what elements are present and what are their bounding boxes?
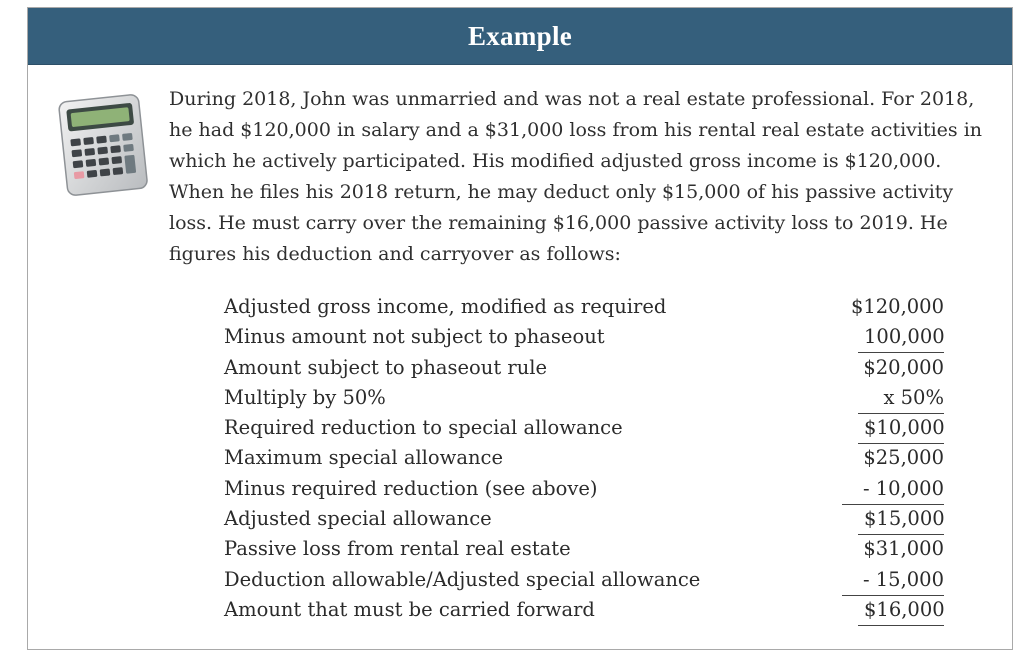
row-value: - 15,000 — [842, 566, 944, 596]
row-label: Multiply by 50% — [224, 385, 386, 409]
row-label: Minus required reduction (see above) — [224, 476, 598, 500]
table-row — [224, 323, 944, 353]
table-row — [224, 293, 944, 323]
calculator-icon — [57, 92, 149, 196]
row-label: Adjusted gross income, modified as required — [224, 295, 667, 318]
row-value: $25,000 — [863, 446, 944, 470]
row-value: $16,000 — [858, 596, 944, 626]
row-value: $20,000 — [863, 355, 944, 379]
row-label: Passive loss from rental real estate — [224, 537, 571, 561]
table-row — [224, 475, 944, 505]
table-row — [224, 444, 944, 474]
table-row — [224, 596, 944, 626]
row-label: Minus amount not subject to phaseout — [224, 325, 605, 349]
example-box — [27, 7, 1013, 650]
row-label: Required reduction to special allowance — [224, 416, 623, 440]
example-paragraph: During 2018, John was unmarried and was not a real estate professional. For 2018, he had $120,000 in salary and a $31,000 loss from his rental real estate activities in which he actively participated. His modified adjusted gross income is $120,000. When he files his 2018 return, he may deduct only $15,000 of his passive activity loss. He must carry over the remaining $16,000 passive activity loss to 2019. He figures his deduction and carryover as follows: — [169, 88, 983, 265]
table-row — [224, 566, 944, 596]
row-value: $10,000 — [858, 414, 944, 444]
row-label: Maximum special allowance — [224, 446, 503, 470]
row-value: $31,000 — [863, 537, 944, 561]
row-label: Amount subject to phaseout rule — [224, 355, 548, 379]
row-value: x 50% — [858, 384, 944, 414]
row-value: $120,000 — [850, 295, 944, 318]
table-row — [224, 414, 944, 444]
table-row — [224, 505, 944, 535]
example-header — [28, 8, 1012, 65]
row-value: - 10,000 — [842, 475, 944, 505]
example-title: Example — [467, 20, 573, 51]
calculation-table — [224, 293, 944, 626]
table-row — [224, 535, 944, 565]
table-row — [224, 354, 944, 384]
row-value: 100,000 — [858, 323, 944, 353]
table-row — [224, 384, 944, 414]
row-label: Adjusted special allowance — [224, 507, 492, 531]
row-label: Amount that must be carried forward — [224, 597, 595, 621]
row-value: $15,000 — [858, 505, 944, 535]
row-label: Deduction allowable/Adjusted special allowance — [224, 567, 701, 591]
